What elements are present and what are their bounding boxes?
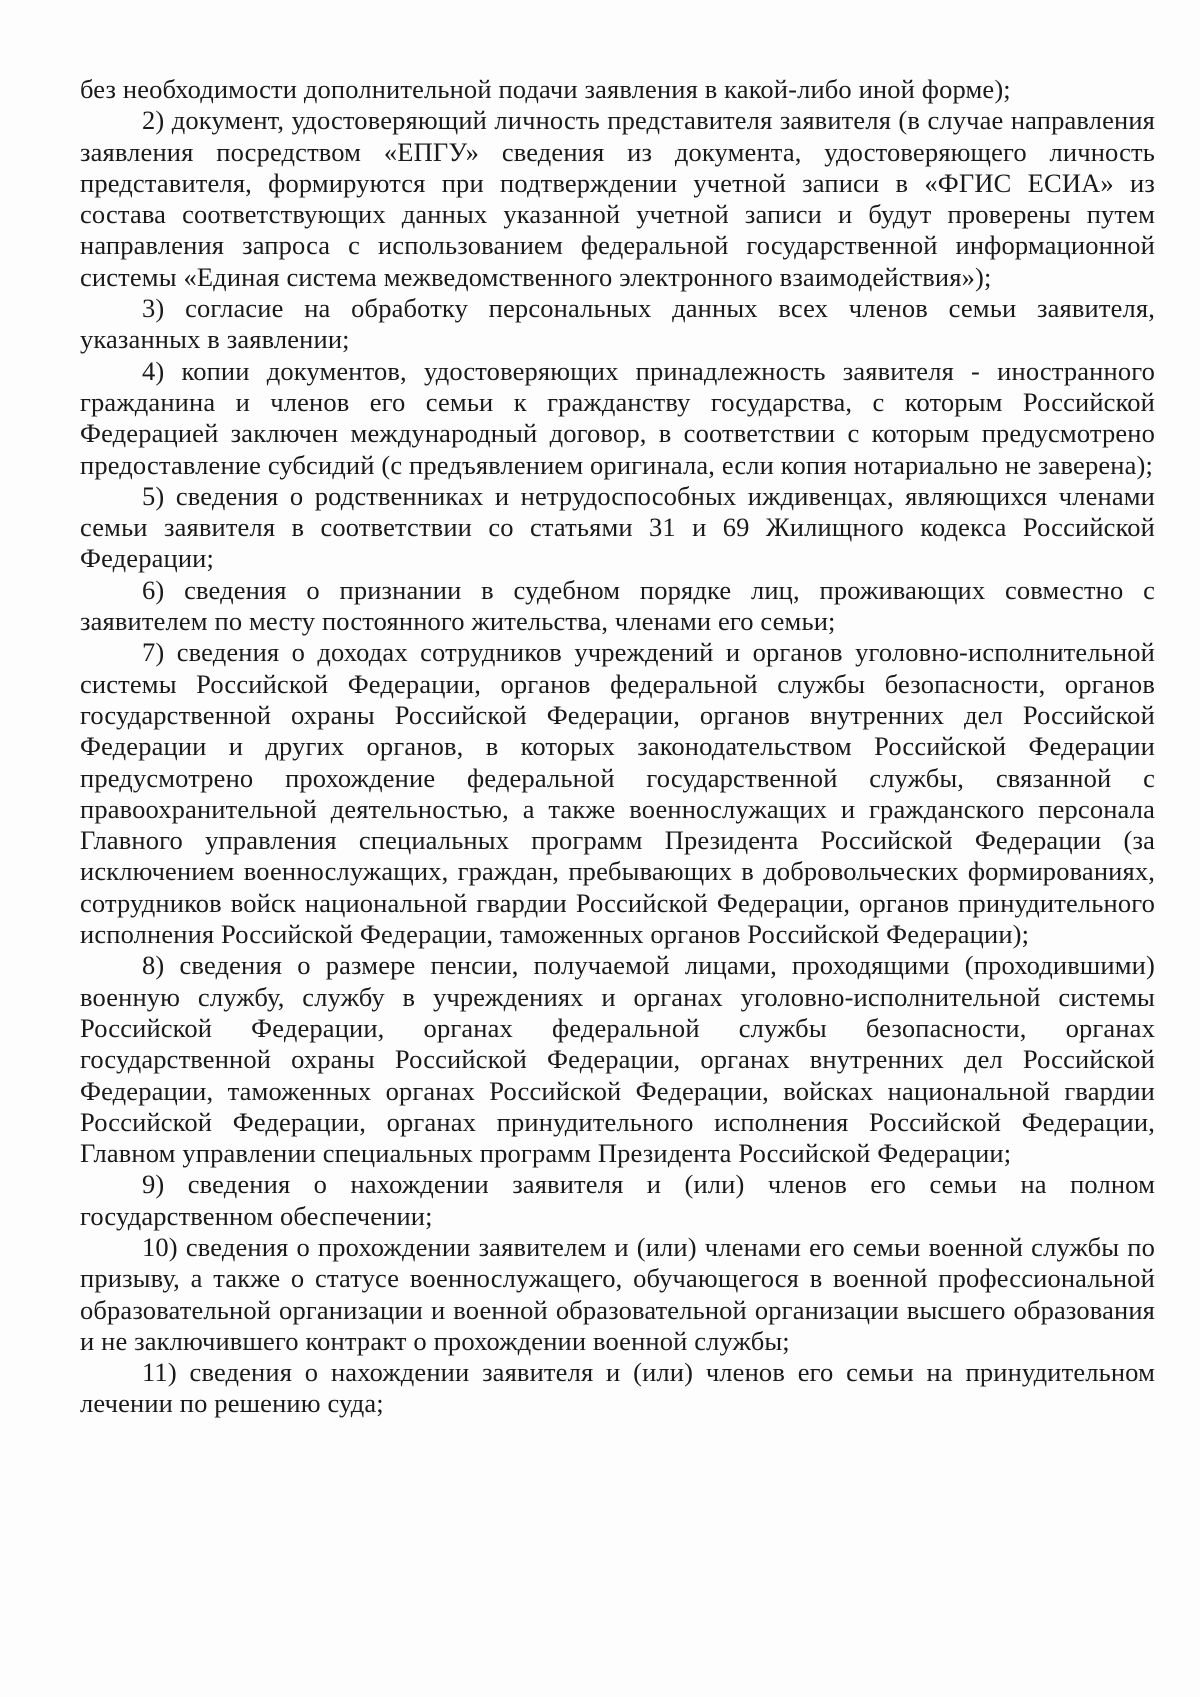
list-item-7: 7) сведения о доходах сотрудников учреждений и органов уголовно-исполнительной системы Российской Федерации, органов федеральной службы безопасности, органов государственной охраны Российской Федерации, органов внутренних дел Российской Федерации и других органов, в которых законодательством Российской Федерации предусмотрено прохождение федеральной государственной службы, связанной с правоохранительной деятельностью, а также военнослужащих и гражданского персонала Главного управления специальных программ Президента Российской Федерации (за исключением военнослужащих, граждан, пребывающих в добровольческих формированиях, сотрудников войск национальной гвардии Российской Федерации, органов принудительного исполнения Российской Федерации, таможенных органов Российской Федерации); xyxy=(80,637,1155,950)
list-item-6: 6) сведения о признании в судебном порядке лиц, проживающих совместно с заявителем по месту постоянного жительства, членами его семьи; xyxy=(80,574,1155,637)
list-item-3: 3) согласие на обработку персональных данных всех членов семьи заявителя, указанных в заявлении; xyxy=(80,293,1155,355)
list-item-5: 5) сведения о родственниках и нетрудоспособных иждивенцах, являющихся членами семьи заявителя в соответствии со статьями 31 и 69 Жилищного кодекса Российской Федерации; xyxy=(80,480,1155,574)
list-item-9: 9) сведения о нахождении заявителя и (или) членов его семьи на полном государственном обеспечении; xyxy=(80,1169,1155,1231)
list-item-10: 10) сведения о прохождении заявителем и (или) членами его семьи военной службы по призыву, а также о статусе военнослужащего, обучающегося в военной профессиональной образовательной организации и военной образовательной организации высшего образования и не заключившего контракт о прохождении военной службы; xyxy=(80,1231,1155,1356)
list-item-4: 4) копии документов, удостоверяющих принадлежность заявителя - иностранного гражданина и членов его семьи к гражданству государства, с которым Российской Федерацией заключен международный договор, в соответствии с которым предусмотрено предоставление субсидий (с предъявлением оригинала, если копия нотариально не заверена); xyxy=(80,355,1155,480)
list-item-8: 8) сведения о размере пенсии, получаемой лицами, проходящими (проходившими) военную службу, службу в учреждениях и органах уголовно-исполнительной системы Российской Федерации, органах федеральной службы безопасности, органах государственной охраны Российской Федерации, органах внутренних дел Российской Федерации, таможенных органах Российской Федерации, войсках национальной гвардии Российской Федерации, органах принудительного исполнения Российской Федерации, Главном управлении специальных программ Президента Российской Федерации; xyxy=(80,950,1155,1169)
list-item-11: 11) сведения о нахождении заявителя и (или) членов его семьи на принудительном лечении по решению суда; xyxy=(80,1357,1155,1419)
list-item-2: 2) документ, удостоверяющий личность представителя заявителя (в случае направления заявления посредством «ЕПГУ» сведения из документа, удостоверяющего личность представителя, формируются при подтверждении учетной записи в «ФГИС ЕСИА» из состава соответствующих данных указанной учетной записи и будут проверены путем направления запроса с использованием федеральной государственной информационной системы «Единая система межведомственного электронного взаимодействия»); xyxy=(80,105,1155,292)
document-body xyxy=(80,74,1155,1420)
paragraph-continuation: без необходимости дополнительной подачи заявления в какой-либо иной форме); xyxy=(80,74,1011,104)
